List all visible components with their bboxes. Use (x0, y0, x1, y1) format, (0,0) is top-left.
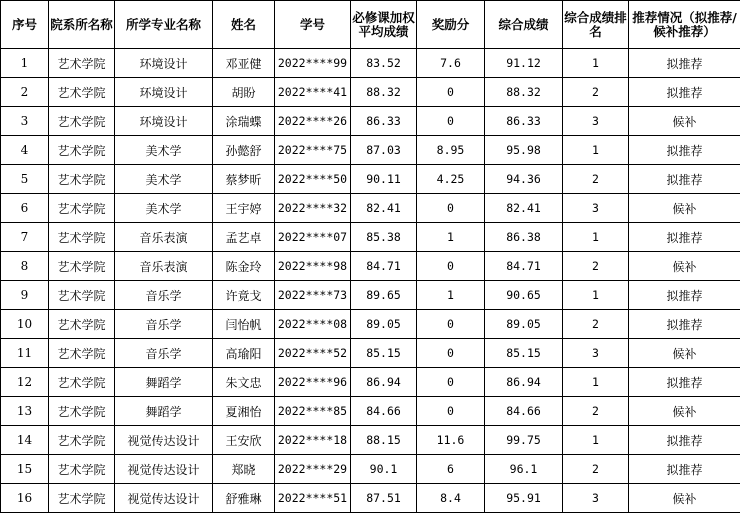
header-row (1, 1, 740, 49)
cell-student-id[interactable]: 2022****18 (275, 426, 351, 455)
cell-rank[interactable]: 2 (563, 397, 629, 426)
cell-total-score[interactable]: 94.36 (485, 165, 563, 194)
cell-department[interactable]: 艺术学院 (49, 49, 115, 78)
cell-student-id[interactable]: 2022****85 (275, 397, 351, 426)
cell-rank[interactable]: 3 (563, 194, 629, 223)
cell-major[interactable]: 视觉传达设计 (115, 426, 213, 455)
cell-name[interactable]: 胡盼 (213, 78, 275, 107)
cell-weighted-avg[interactable]: 90.11 (351, 165, 417, 194)
cell-weighted-avg[interactable]: 90.1 (351, 455, 417, 484)
cell-index[interactable]: 7 (1, 223, 49, 252)
cell-total-score[interactable]: 88.32 (485, 78, 563, 107)
cell-total-score[interactable]: 86.33 (485, 107, 563, 136)
cell-index[interactable]: 8 (1, 252, 49, 281)
cell-index[interactable]: 14 (1, 426, 49, 455)
header-name[interactable]: 姓名 (213, 1, 275, 49)
cell-rank[interactable]: 2 (563, 455, 629, 484)
cell-index[interactable]: 1 (1, 49, 49, 78)
cell-rank[interactable]: 1 (563, 368, 629, 397)
cell-total-score[interactable]: 84.66 (485, 397, 563, 426)
cell-recommendation[interactable]: 候补 (629, 252, 740, 281)
cell-weighted-avg[interactable]: 87.51 (351, 484, 417, 513)
table-row (1, 107, 740, 136)
cell-name[interactable]: 邓亚健 (213, 49, 275, 78)
cell-weighted-avg[interactable]: 88.15 (351, 426, 417, 455)
cell-department[interactable]: 艺术学院 (49, 426, 115, 455)
cell-department[interactable]: 艺术学院 (49, 107, 115, 136)
cell-student-id[interactable]: 2022****26 (275, 107, 351, 136)
cell-recommendation[interactable]: 拟推荐 (629, 78, 740, 107)
cell-rank[interactable]: 2 (563, 310, 629, 339)
cell-bonus[interactable]: 4.25 (417, 165, 485, 194)
cell-major[interactable]: 环境设计 (115, 78, 213, 107)
cell-student-id[interactable]: 2022****96 (275, 368, 351, 397)
cell-department[interactable]: 艺术学院 (49, 397, 115, 426)
cell-department[interactable]: 艺术学院 (49, 281, 115, 310)
cell-recommendation[interactable]: 拟推荐 (629, 223, 740, 252)
cell-index[interactable]: 6 (1, 194, 49, 223)
cell-major[interactable]: 美术学 (115, 165, 213, 194)
table-row (1, 455, 740, 484)
cell-bonus[interactable]: 11.6 (417, 426, 485, 455)
cell-total-score[interactable]: 86.38 (485, 223, 563, 252)
cell-student-id[interactable]: 2022****50 (275, 165, 351, 194)
cell-total-score[interactable]: 91.12 (485, 49, 563, 78)
cell-bonus[interactable]: 0 (417, 194, 485, 223)
table-row (1, 165, 740, 194)
cell-total-score[interactable]: 85.15 (485, 339, 563, 368)
cell-recommendation[interactable]: 拟推荐 (629, 281, 740, 310)
table-row (1, 368, 740, 397)
cell-name[interactable]: 孟艺卓 (213, 223, 275, 252)
cell-total-score[interactable]: 82.41 (485, 194, 563, 223)
table-row (1, 252, 740, 281)
cell-weighted-avg[interactable]: 89.65 (351, 281, 417, 310)
header-weighted-avg[interactable]: 必修课加权平均成绩 (351, 1, 417, 49)
cell-department[interactable]: 艺术学院 (49, 165, 115, 194)
cell-major[interactable]: 环境设计 (115, 107, 213, 136)
cell-recommendation[interactable]: 拟推荐 (629, 368, 740, 397)
cell-student-id[interactable]: 2022****52 (275, 339, 351, 368)
cell-major[interactable]: 音乐学 (115, 339, 213, 368)
cell-department[interactable]: 艺术学院 (49, 310, 115, 339)
cell-name[interactable]: 孙懿舒 (213, 136, 275, 165)
cell-index[interactable]: 3 (1, 107, 49, 136)
cell-rank[interactable]: 3 (563, 107, 629, 136)
cell-name[interactable]: 舒雅琳 (213, 484, 275, 513)
cell-major[interactable]: 美术学 (115, 194, 213, 223)
cell-index[interactable]: 2 (1, 78, 49, 107)
table-row (1, 194, 740, 223)
cell-major[interactable]: 音乐表演 (115, 223, 213, 252)
cell-rank[interactable]: 2 (563, 165, 629, 194)
cell-name[interactable]: 朱文忠 (213, 368, 275, 397)
cell-recommendation[interactable]: 候补 (629, 107, 740, 136)
cell-major[interactable]: 视觉传达设计 (115, 484, 213, 513)
table-row (1, 223, 740, 252)
header-student-id[interactable]: 学号 (275, 1, 351, 49)
cell-weighted-avg[interactable]: 86.94 (351, 368, 417, 397)
cell-weighted-avg[interactable]: 89.05 (351, 310, 417, 339)
cell-total-score[interactable]: 89.05 (485, 310, 563, 339)
cell-rank[interactable]: 1 (563, 223, 629, 252)
cell-weighted-avg[interactable]: 87.03 (351, 136, 417, 165)
cell-student-id[interactable]: 2022****07 (275, 223, 351, 252)
cell-department[interactable]: 艺术学院 (49, 252, 115, 281)
cell-student-id[interactable]: 2022****08 (275, 310, 351, 339)
cell-weighted-avg[interactable]: 86.33 (351, 107, 417, 136)
cell-name[interactable]: 许竟戈 (213, 281, 275, 310)
cell-student-id[interactable]: 2022****73 (275, 281, 351, 310)
cell-bonus[interactable]: 0 (417, 252, 485, 281)
table-row (1, 281, 740, 310)
cell-student-id[interactable]: 2022****51 (275, 484, 351, 513)
cell-recommendation[interactable]: 拟推荐 (629, 136, 740, 165)
cell-total-score[interactable]: 90.65 (485, 281, 563, 310)
cell-index[interactable]: 12 (1, 368, 49, 397)
cell-weighted-avg[interactable]: 83.52 (351, 49, 417, 78)
cell-name[interactable]: 蔡梦昕 (213, 165, 275, 194)
cell-total-score[interactable]: 95.91 (485, 484, 563, 513)
cell-name[interactable]: 涂瑞蝶 (213, 107, 275, 136)
cell-recommendation[interactable]: 候补 (629, 339, 740, 368)
cell-bonus[interactable]: 0 (417, 310, 485, 339)
table-row (1, 484, 740, 513)
cell-department[interactable]: 艺术学院 (49, 78, 115, 107)
cell-index[interactable]: 4 (1, 136, 49, 165)
cell-department[interactable]: 艺术学院 (49, 136, 115, 165)
table-row (1, 397, 740, 426)
cell-bonus[interactable]: 0 (417, 78, 485, 107)
cell-bonus[interactable]: 7.6 (417, 49, 485, 78)
cell-recommendation[interactable]: 拟推荐 (629, 455, 740, 484)
cell-total-score[interactable]: 96.1 (485, 455, 563, 484)
cell-weighted-avg[interactable]: 84.71 (351, 252, 417, 281)
cell-name[interactable]: 夏湘怡 (213, 397, 275, 426)
table-row (1, 426, 740, 455)
cell-rank[interactable]: 3 (563, 484, 629, 513)
cell-weighted-avg[interactable]: 82.41 (351, 194, 417, 223)
table-row (1, 78, 740, 107)
table-body (1, 49, 740, 513)
table-row (1, 136, 740, 165)
cell-index[interactable]: 13 (1, 397, 49, 426)
cell-student-id[interactable]: 2022****29 (275, 455, 351, 484)
cell-recommendation[interactable]: 拟推荐 (629, 310, 740, 339)
cell-department[interactable]: 艺术学院 (49, 339, 115, 368)
cell-bonus[interactable]: 8.95 (417, 136, 485, 165)
cell-major[interactable]: 舞蹈学 (115, 368, 213, 397)
cell-major[interactable]: 音乐表演 (115, 252, 213, 281)
cell-recommendation[interactable]: 候补 (629, 484, 740, 513)
cell-index[interactable]: 15 (1, 455, 49, 484)
cell-rank[interactable]: 1 (563, 426, 629, 455)
cell-total-score[interactable]: 84.71 (485, 252, 563, 281)
cell-major[interactable]: 音乐学 (115, 281, 213, 310)
cell-rank[interactable]: 1 (563, 136, 629, 165)
cell-rank[interactable]: 1 (563, 49, 629, 78)
cell-student-id[interactable]: 2022****75 (275, 136, 351, 165)
cell-major[interactable]: 环境设计 (115, 49, 213, 78)
cell-rank[interactable]: 3 (563, 339, 629, 368)
cell-bonus[interactable]: 0 (417, 339, 485, 368)
header-bonus[interactable]: 奖励分 (417, 1, 485, 49)
cell-bonus[interactable]: 8.4 (417, 484, 485, 513)
cell-total-score[interactable]: 99.75 (485, 426, 563, 455)
cell-recommendation[interactable]: 拟推荐 (629, 49, 740, 78)
header-rank[interactable]: 综合成绩排名 (563, 1, 629, 49)
cell-name[interactable]: 王宇婷 (213, 194, 275, 223)
cell-department[interactable]: 艺术学院 (49, 194, 115, 223)
cell-recommendation[interactable]: 候补 (629, 397, 740, 426)
cell-department[interactable]: 艺术学院 (49, 455, 115, 484)
cell-bonus[interactable]: 6 (417, 455, 485, 484)
cell-student-id[interactable]: 2022****41 (275, 78, 351, 107)
cell-rank[interactable]: 2 (563, 78, 629, 107)
cell-department[interactable]: 艺术学院 (49, 223, 115, 252)
cell-weighted-avg[interactable]: 84.66 (351, 397, 417, 426)
cell-total-score[interactable]: 95.98 (485, 136, 563, 165)
cell-index[interactable]: 16 (1, 484, 49, 513)
cell-major[interactable]: 舞蹈学 (115, 397, 213, 426)
cell-bonus[interactable]: 0 (417, 368, 485, 397)
cell-rank[interactable]: 2 (563, 252, 629, 281)
cell-index[interactable]: 9 (1, 281, 49, 310)
cell-weighted-avg[interactable]: 85.38 (351, 223, 417, 252)
cell-major[interactable]: 音乐学 (115, 310, 213, 339)
cell-recommendation[interactable]: 拟推荐 (629, 165, 740, 194)
table-row (1, 310, 740, 339)
cell-index[interactable]: 11 (1, 339, 49, 368)
cell-weighted-avg[interactable]: 85.15 (351, 339, 417, 368)
cell-student-id[interactable]: 2022****99 (275, 49, 351, 78)
cell-total-score[interactable]: 86.94 (485, 368, 563, 397)
cell-rank[interactable]: 1 (563, 281, 629, 310)
cell-index[interactable]: 10 (1, 310, 49, 339)
cell-name[interactable]: 高瑜阳 (213, 339, 275, 368)
cell-department[interactable]: 艺术学院 (49, 484, 115, 513)
cell-name[interactable]: 闫怡帆 (213, 310, 275, 339)
cell-department[interactable]: 艺术学院 (49, 368, 115, 397)
cell-bonus[interactable]: 1 (417, 281, 485, 310)
cell-recommendation[interactable]: 候补 (629, 194, 740, 223)
cell-major[interactable]: 美术学 (115, 136, 213, 165)
header-index[interactable]: 序号 (1, 1, 49, 49)
cell-name[interactable]: 陈金玲 (213, 252, 275, 281)
table-row (1, 49, 740, 78)
header-total-score[interactable]: 综合成绩 (485, 1, 563, 49)
cell-student-id[interactable]: 2022****98 (275, 252, 351, 281)
header-recommendation[interactable]: 推荐情况（拟推荐/候补推荐） (629, 1, 740, 49)
cell-recommendation[interactable]: 拟推荐 (629, 426, 740, 455)
cell-student-id[interactable]: 2022****32 (275, 194, 351, 223)
cell-weighted-avg[interactable]: 88.32 (351, 78, 417, 107)
cell-bonus[interactable]: 0 (417, 397, 485, 426)
cell-name[interactable]: 王安欣 (213, 426, 275, 455)
cell-name[interactable]: 郑晓 (213, 455, 275, 484)
header-department[interactable]: 院系所名称 (49, 1, 115, 49)
cell-bonus[interactable]: 0 (417, 107, 485, 136)
cell-bonus[interactable]: 1 (417, 223, 485, 252)
table-row (1, 339, 740, 368)
cell-major[interactable]: 视觉传达设计 (115, 455, 213, 484)
cell-index[interactable]: 5 (1, 165, 49, 194)
header-major[interactable]: 所学专业名称 (115, 1, 213, 49)
